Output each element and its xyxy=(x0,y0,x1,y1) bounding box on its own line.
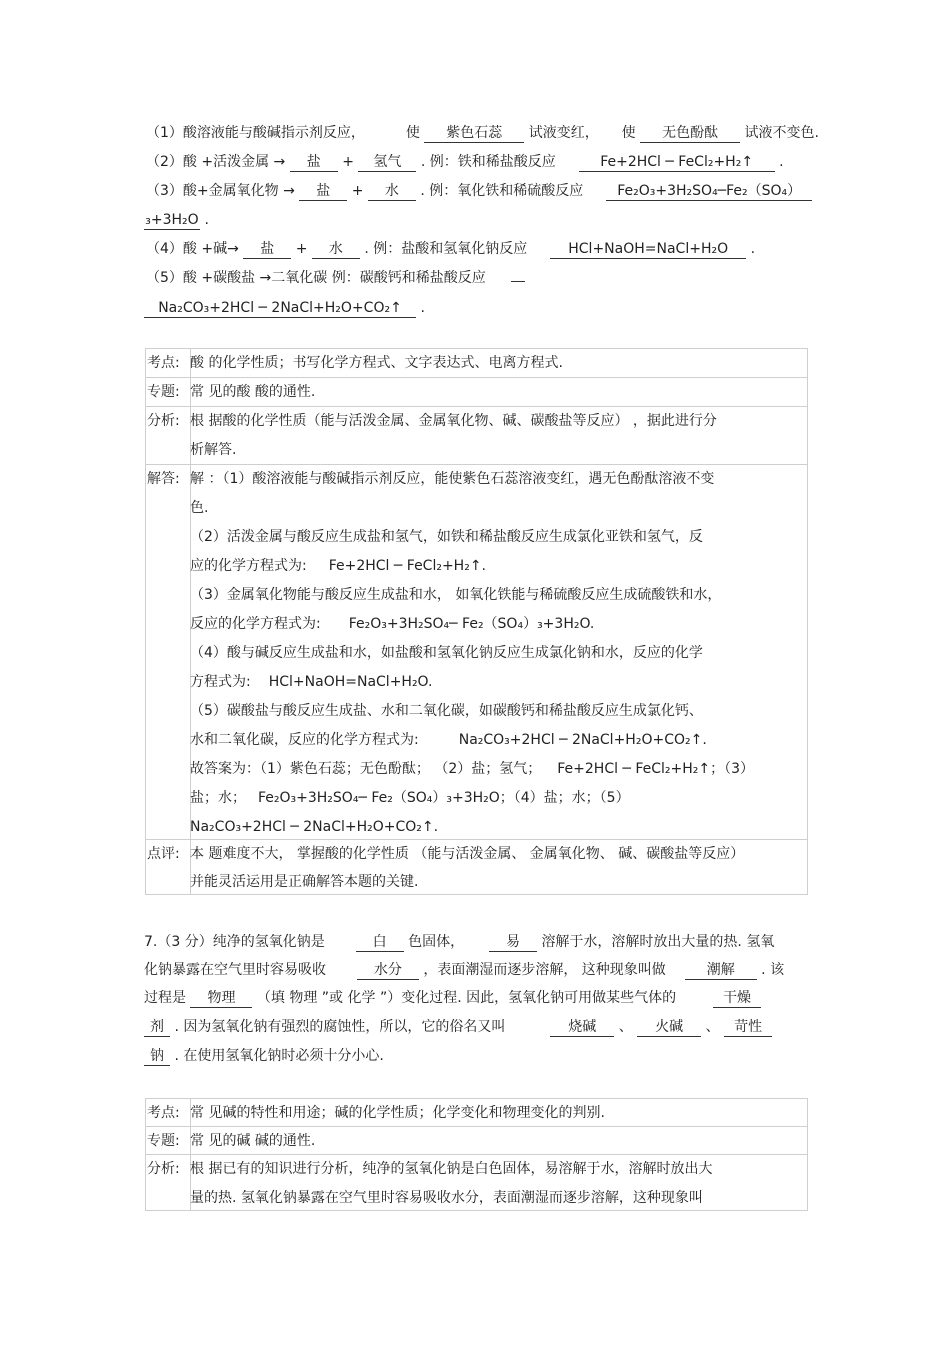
answer-blank: 物理 xyxy=(190,989,252,1008)
dianping-text: 并能灵活运用是正确解答本题的关键. xyxy=(190,874,419,890)
answer-blank: 水 xyxy=(312,240,360,259)
answer-blank: HCl+NaOH=NaCl+H₂O xyxy=(550,240,746,259)
text: 水和二氧化碳，反应的化学方程式为: xyxy=(190,732,419,748)
text: （1）酸溶液能与酸碱指示剂反应， xyxy=(146,125,365,141)
text: （5）酸 +碳酸盐 →二氧化碳 例：碳酸钙和稀盐酸反应 xyxy=(146,270,486,286)
text: 盐；水； xyxy=(190,790,246,806)
answer-blank: 盐 xyxy=(290,153,338,172)
q7-line-1 xyxy=(144,932,774,952)
q7-line-5 xyxy=(144,1046,384,1066)
text: （4）酸 +碱→ xyxy=(146,241,239,257)
label-cell xyxy=(146,1127,191,1155)
answer-blank: 无色酚酞 xyxy=(640,124,740,143)
answer-blank: 钠 xyxy=(144,1047,170,1066)
jieda-text xyxy=(190,730,707,750)
text: （3）酸+金属氧化物 → xyxy=(146,183,295,199)
kaodian-text: 常 见碱的特性和用途；碱的化学性质；化学变化和物理变化的判别. xyxy=(190,1105,605,1121)
text: + xyxy=(351,183,364,199)
label: 分析: xyxy=(147,1161,180,1177)
equation: Fe₂O₃+3H₂SO₄─ Fe₂（SO₄）₃+3H₂O. xyxy=(348,616,595,632)
text: 试液变红， xyxy=(528,125,599,141)
text: （2）酸 +活泼金属 → xyxy=(146,154,286,170)
text: . xyxy=(420,300,425,316)
text: 方程式为: xyxy=(190,674,251,690)
label-cell xyxy=(146,349,191,377)
text: 、 xyxy=(618,1019,633,1035)
text: 7.（3 分）纯净的氢氧化钠是 xyxy=(144,934,325,950)
text: . xyxy=(204,212,209,228)
jieda-text xyxy=(190,788,630,808)
text: . xyxy=(779,154,784,170)
text: 应的化学方程式为: xyxy=(190,558,307,574)
text: 反应的化学方程式为: xyxy=(190,616,321,632)
row-zhuanti xyxy=(146,1126,807,1155)
label-cell xyxy=(146,465,191,840)
equation: Fe+2HCl ─ FeCl₂+H₂↑；（3） xyxy=(557,761,755,777)
label: 分析: xyxy=(147,413,180,429)
jieda-text xyxy=(190,759,754,779)
text: . 该 xyxy=(761,962,785,978)
answer-blank: 紫色石蕊 xyxy=(424,124,524,143)
q6-line-1 xyxy=(146,123,819,143)
jieda-text: 解 ：（1）酸溶液能与酸碱指示剂反应，能使紫色石蕊溶液变红，遇无色酚酞溶液不变 xyxy=(190,471,715,487)
text: 过程是 xyxy=(144,990,186,1006)
answer-blank: 潮解 xyxy=(685,961,757,980)
answer-blank: 火碱 xyxy=(637,1018,701,1037)
answer-blank: 烧碱 xyxy=(550,1018,614,1037)
answer-blank xyxy=(511,281,525,282)
jieda-text xyxy=(190,556,486,576)
fenxi-text: 根 据已有的知识进行分析，纯净的氢氧化钠是白色固体，易溶解于水，溶解时放出大 xyxy=(190,1161,713,1177)
jieda-text: （5）碳酸盐与酸反应生成盐、水和二氧化碳，如碳酸钙和稀盐酸反应生成氯化钙、 xyxy=(190,703,703,719)
text: ，表面潮湿而逐步溶解， 这种现象叫做 xyxy=(423,962,666,978)
label: 专题: xyxy=(147,384,180,400)
row-zhuanti xyxy=(146,377,807,406)
q6-line-5 xyxy=(146,268,525,288)
label-cell xyxy=(146,1155,191,1211)
label: 考点: xyxy=(147,355,180,371)
q7-analysis-table xyxy=(145,1098,808,1211)
answer-blank: ₃+3H₂O xyxy=(145,212,199,228)
q7-line-3 xyxy=(144,988,761,1008)
text: . 在使用氢氧化钠时必须十分小心. xyxy=(174,1048,384,1064)
zhuanti-text: 常 见的酸 酸的通性. xyxy=(190,384,316,400)
q6-line-3b xyxy=(144,210,209,230)
label-cell xyxy=(146,1099,191,1126)
kaodian-text: 酸 的化学性质；书写化学方程式、文字表达式、电离方程式. xyxy=(190,355,563,371)
answer-blank: 盐 xyxy=(299,182,347,201)
text: . 例：氧化铁和稀硫酸反应 xyxy=(420,183,584,199)
row-dianping xyxy=(146,839,807,895)
jieda-text: Na₂CO₃+2HCl ─ 2NaCl+H₂O+CO₂↑. xyxy=(190,819,439,835)
label: 解答: xyxy=(147,471,180,487)
q6-line-2 xyxy=(146,152,784,172)
fenxi-text: 量的热. 氢氧化钠暴露在空气里时容易吸收水分，表面潮湿而逐步溶解，这种现象叫 xyxy=(190,1190,703,1206)
label-cell xyxy=(146,407,191,465)
answer-blank: 氢气 xyxy=(358,153,416,172)
equation: Fe+2HCl ─ FeCl₂+H₂↑. xyxy=(328,558,487,574)
text: . 例：铁和稀盐酸反应 xyxy=(420,154,556,170)
fenxi-text: 根 据酸的化学性质（能与活泼金属、金属氧化物、碱、碳酸盐等反应） ，据此进行分 xyxy=(190,413,717,429)
label: 考点: xyxy=(147,1105,180,1121)
text: 使 xyxy=(405,125,420,141)
jieda-text xyxy=(190,614,594,634)
q7-line-2 xyxy=(144,960,784,980)
answer-blank: 水分 xyxy=(357,961,419,980)
row-fenxi xyxy=(146,1154,807,1211)
text: 、 xyxy=(705,1019,720,1035)
text: （填 物理 ”或 化学 ”）变化过程. 因此，氢氧化钠可用做某些气体的 xyxy=(256,990,677,1006)
label-cell xyxy=(146,840,191,895)
answer-blank: 白 xyxy=(356,933,404,952)
text: . 例：盐酸和氢氧化钠反应 xyxy=(364,241,528,257)
jieda-text: （4）酸与碱反应生成盐和水，如盐酸和氢氧化钠反应生成氯化钠和水，反应的化学 xyxy=(190,645,703,661)
zhuanti-text: 常 见的碱 碱的通性. xyxy=(190,1133,316,1149)
text: 使 xyxy=(621,125,636,141)
text: 试液不变色. xyxy=(744,125,819,141)
q7-line-4 xyxy=(144,1017,772,1037)
fenxi-text: 析解答. xyxy=(190,442,237,458)
answer-blank: 盐 xyxy=(243,240,291,259)
text: 色固体， xyxy=(408,934,465,950)
row-fenxi xyxy=(146,406,807,465)
text: + xyxy=(295,241,308,257)
label: 专题: xyxy=(147,1133,180,1149)
label: 点评: xyxy=(147,846,180,862)
row-kaodian xyxy=(146,349,807,377)
answer-blank: 水 xyxy=(368,182,416,201)
q6-line-4 xyxy=(146,239,755,259)
answer-blank: 易 xyxy=(489,933,537,952)
row-jieda xyxy=(146,464,807,840)
label-cell xyxy=(146,378,191,406)
text: + xyxy=(342,154,354,170)
text: 化钠暴露在空气里时容易吸收 xyxy=(144,962,326,978)
text: . xyxy=(750,241,756,257)
q6-line-3 xyxy=(146,181,812,201)
answer-blank: Fe+2HCl ─ FeCl₂+H₂↑ xyxy=(579,153,775,172)
answer-blank: 苛性 xyxy=(724,1018,772,1037)
row-kaodian xyxy=(146,1099,807,1126)
jieda-text xyxy=(190,672,432,692)
dianping-text: 本 题难度不大， 掌握酸的化学性质 （能与活泼金属、 金属氧化物、 碱、碳酸盐等反应） xyxy=(190,846,745,862)
text: 溶解于水，溶解时放出大量的热. 氢氧 xyxy=(541,934,775,950)
equation: Na₂CO₃+2HCl ─ 2NaCl+H₂O+CO₂↑. xyxy=(458,732,707,748)
answer-blank: Na₂CO₃+2HCl ─ 2NaCl+H₂O+CO₂↑ xyxy=(144,299,416,318)
jieda-text: （3）金属氧化物能与酸反应生成盐和水， 如氧化铁能与稀硫酸反应生成硫酸铁和水， xyxy=(190,587,722,603)
equation: Fe₂O₃+3H₂SO₄─ Fe₂（SO₄）₃+3H₂O；（4）盐；水；（5） xyxy=(258,790,630,806)
equation: HCl+NaOH=NaCl+H₂O. xyxy=(268,674,433,690)
q6-line-5b xyxy=(144,298,425,318)
answer-blank: 干燥 xyxy=(713,989,761,1008)
jieda-text: 色. xyxy=(190,500,209,516)
answer-blank: 剂 xyxy=(144,1018,170,1037)
text: 故答案为：（1）紫色石蕊；无色酚酞； （2）盐；氢气； xyxy=(190,761,542,777)
answer-blank: Fe₂O₃+3H₂SO₄─Fe₂（SO₄） xyxy=(606,182,812,201)
jieda-text: （2）活泼金属与酸反应生成盐和氢气，如铁和稀盐酸反应生成氯化亚铁和氢气，反 xyxy=(190,529,703,545)
text: . 因为氢氧化钠有强烈的腐蚀性，所以，它的俗名又叫 xyxy=(174,1019,506,1035)
q6-analysis-table xyxy=(145,348,808,895)
